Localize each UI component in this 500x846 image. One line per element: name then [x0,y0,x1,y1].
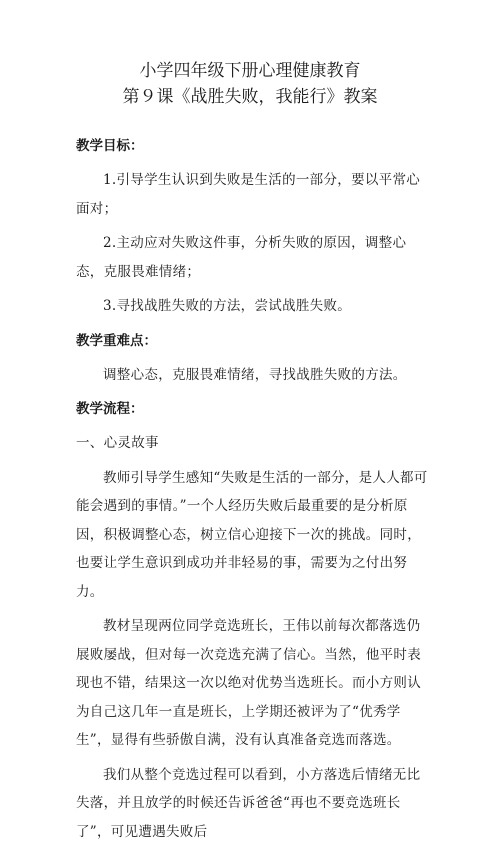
goal-item-2: 2.主动应对失败这件事，分析失败的原因，调整心态，克服畏难情绪； [76,229,432,286]
document-body [0,132,500,846]
body-paragraph: 教师引导学生感知“失败是生活的一部分，是人人都可能会遇到的事情。”一个人经历失败后最重要的是分析原因，积极调整心态，树立信心迎接下一次的挑战。同时，也要让学生意识到成功并非轻易的事，需要为之付出努力。 [76,464,432,607]
goal-item-3: 3.寻找战胜失败的方法，尝试战胜失败。 [76,292,432,321]
key-points-heading: 教学重难点： [76,327,432,355]
key-points-text: 调整心态，克服畏难情绪，寻找战胜失败的方法。 [76,361,432,390]
document-title-line2: 第９课《战胜失败，我能行》教案 [0,84,500,110]
process-heading: 教学流程： [76,395,432,423]
process-subheading: 一、心灵故事 [76,429,432,458]
goal-item-1: 1.引导学生认识到失败是生活的一部分，要以平常心面对； [76,166,432,223]
document-title-line1: 小学四年级下册心理健康教育 [0,0,500,84]
body-paragraph: 教材呈现两位同学竞选班长，王伟以前每次都落选仍展败屡战，但对每一次竞选充满了信心。当然，他平时表现也不错，结果这一次以绝对优势当选班长。而小方则认为自己这几年一直是班长，上学期还被评为了“优秀学生”，显得有些骄傲自满，没有认真准备竞选而落选。 [76,612,432,755]
goals-heading: 教学目标： [76,132,432,160]
body-paragraph: 我们从整个竞选过程可以看到，小方落选后情绪无比失落，并且放学的时候还告诉爸爸“再也不要竞选班长了”，可见遭遇失败后 [76,761,432,846]
